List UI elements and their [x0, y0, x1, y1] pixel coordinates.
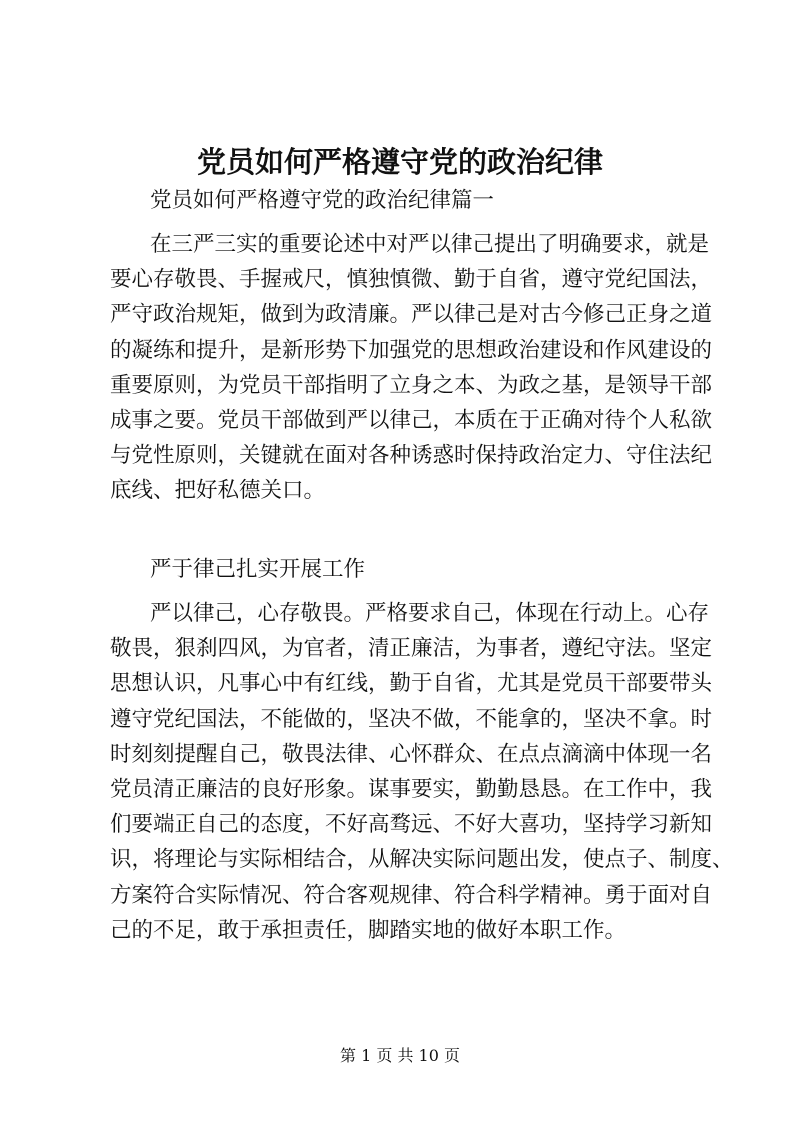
paragraph-line: 严守政治规矩，做到为政清廉。严以律己是对古今修己正身之道 — [110, 302, 713, 328]
paragraph-line: 在三严三实的重要论述中对严以律己提出了明确要求，就是 — [150, 232, 710, 257]
paragraph-line: 要心存敬畏、手握戒尺，慎独慎微、勤于自省，遵守党纪国法， — [110, 267, 713, 293]
document-title: 党员如何严格遵守党的政治纪律 — [196, 145, 603, 179]
paragraph-line: 成事之要。党员干部做到严以律己，本质在于正确对待个人私欲 — [110, 407, 713, 433]
page-footer: 第 1 页 共 10 页 — [340, 1046, 460, 1065]
paragraph-line: 遵守党纪国法，不能做的，坚决不做，不能拿的，坚决不拿。时 — [110, 706, 713, 732]
heading-line: 党员如何严格遵守党的政治纪律篇一 — [150, 188, 495, 213]
paragraph-line: 严以律己，心存敬畏。严格要求自己，体现在行动上。心存 — [150, 601, 710, 626]
paragraph-line: 己的不足，敢于承担责任，脚踏实地的做好本职工作。 — [110, 917, 627, 943]
paragraph-line: 敬畏，狠刹四风，为官者，清正廉洁，为事者，遵纪守法。坚定 — [110, 636, 713, 662]
paragraph-line: 思想认识，凡事心中有红线，勤于自省，尤其是党员干部要带头 — [110, 671, 713, 697]
paragraph-line: 党员清正廉洁的良好形象。谋事要实，勤勤恳恳。在工作中，我 — [110, 776, 713, 802]
section-heading-1 — [110, 183, 700, 218]
paragraph-line: 重要原则，为党员干部指明了立身之本、为政之基，是领导干部 — [110, 372, 713, 398]
paragraph-line: 们要端正自己的态度，不好高骛远、不好大喜功，坚持学习新知 — [110, 812, 713, 838]
paragraph-2 — [110, 596, 734, 948]
section-heading-2 — [110, 552, 700, 587]
paragraph-line: 的凝练和提升，是新形势下加强党的思想政治建设和作风建设的 — [110, 337, 713, 363]
heading-line: 严于律己扎实开展工作 — [150, 557, 366, 582]
paragraph-line: 底线、把好私德关口。 — [110, 478, 326, 504]
paragraph-line: 方案符合实际情况、符合客观规律、符合科学精神。勇于面对自 — [110, 882, 713, 908]
paragraph-line: 与党性原则，关键就在面对各种诱惑时保持政治定力、守住法纪 — [110, 443, 713, 469]
paragraph-line: 时刻刻提醒自己，敬畏法律、心怀群众、在点点滴滴中体现一名 — [110, 741, 713, 767]
paragraph-line: 识，将理论与实际相结合，从解决实际问题出发，使点子、制度、 — [110, 847, 734, 873]
paragraph-1 — [110, 227, 713, 509]
